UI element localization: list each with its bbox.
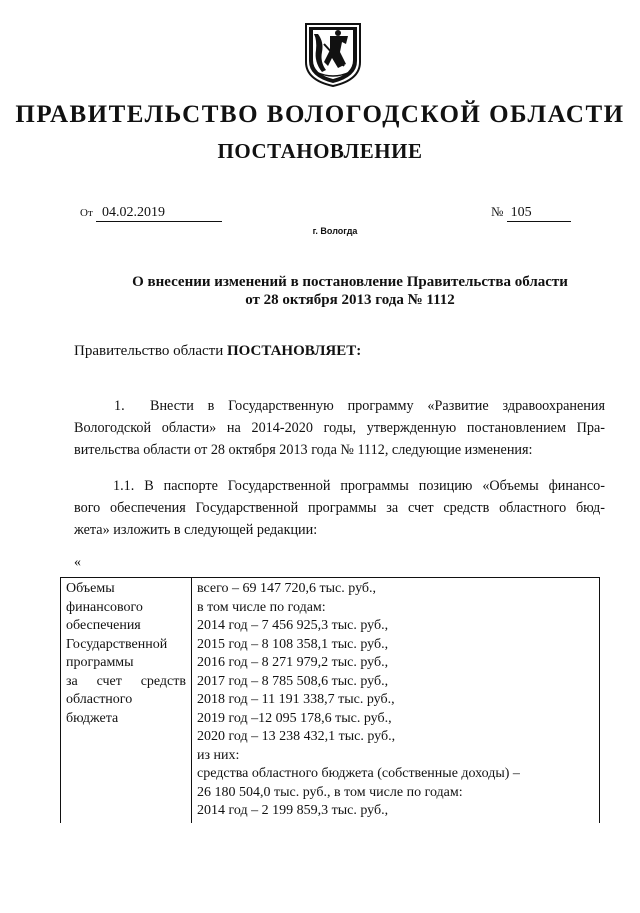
table-cell-position xyxy=(61,578,192,842)
table-cell-line: из них: xyxy=(197,747,240,763)
paragraph-1 xyxy=(74,395,605,461)
table-cell-line: областного xyxy=(66,692,133,707)
decree-title: ПОСТАНОВЛЕНИЕ xyxy=(217,139,423,163)
preamble-resolves: ПОСТАНОВЛЯЕТ: xyxy=(226,343,362,359)
table-row xyxy=(61,578,600,842)
table-cell-line: 2016 год – 8 271 979,2 тыс. руб., xyxy=(197,655,389,670)
decree-date-line xyxy=(80,204,222,222)
paragraph-line: вого обеспечения Государственной программы за счет средств областного бюд- xyxy=(74,500,605,516)
number-label: № xyxy=(491,204,504,219)
decree-number: 105 xyxy=(507,205,571,222)
table-cell-line: 2017 год – 8 785 508,6 тыс. руб., xyxy=(197,673,389,689)
table-cell-line: 2019 год –12 095 178,6 тыс. руб., xyxy=(197,710,392,726)
table-cell-line: средства областного бюджета (собственные доходы) – xyxy=(197,766,520,781)
paragraph-number: 1. xyxy=(114,398,125,414)
table-cell-line: за счет средств xyxy=(66,673,186,689)
paragraph-line: жета» изложить в следующей редакции: xyxy=(74,522,318,538)
paragraph-line: 1. Внести в Государственную программу «Развитие здравоохранения xyxy=(74,395,605,417)
financing-table xyxy=(60,577,600,842)
coat-of-arms-emblem xyxy=(302,22,364,88)
table-cell-line: 2014 год – 7 456 925,3 тыс. руб., xyxy=(197,618,389,633)
table-cell-line: 26 180 504,0 тыс. руб., в том числе по годам: xyxy=(197,784,463,800)
paragraph-line: вительства области от 28 октября 2013 года № 1112, следующие изменения: xyxy=(74,442,533,458)
subject-line: О внесении изменений в постановление Правительства области xyxy=(132,274,568,290)
page-cut-mask xyxy=(60,823,605,913)
table-cell-values xyxy=(192,578,600,842)
city-name: г. Вологда xyxy=(312,226,358,236)
paragraph-line: 1.1. В паспорте Государственной программы позицию «Объемы финансо- xyxy=(113,478,605,494)
table-cell-line: в том числе по годам: xyxy=(197,599,326,615)
decree-date: 04.02.2019 xyxy=(96,205,222,222)
paragraph-line: Вологодской области» на 2014-2020 годы, утвержденную постановлением Пра- xyxy=(74,420,605,436)
government-title: ПРАВИТЕЛЬСТВО ВОЛОГОДСКОЙ ОБЛАСТИ xyxy=(15,101,625,128)
table-cell-line: всего – 69 147 720,6 тыс. руб., xyxy=(197,581,377,596)
table-cell-line: Объемы xyxy=(66,581,115,596)
paragraph-1-1 xyxy=(74,475,605,541)
decree-subject xyxy=(90,273,610,309)
preamble-text: Правительство области xyxy=(74,343,227,359)
table-cell-line: 2018 год – 11 191 338,7 тыс. руб., xyxy=(197,692,395,707)
table-cell-line: 2020 год – 13 238 432,1 тыс. руб., xyxy=(197,729,396,744)
table-cell-line: обеспечения xyxy=(66,618,141,633)
table-cell-line: бюджета xyxy=(66,710,119,726)
table-cell-line: 2015 год – 8 108 358,1 тыс. руб., xyxy=(197,636,389,652)
decree-number-line xyxy=(491,204,571,222)
subject-line: от 28 октября 2013 года № 1112 xyxy=(245,292,455,308)
table-cell-line: 2014 год – 2 199 859,3 тыс. руб., xyxy=(197,803,389,818)
opening-quote: « xyxy=(74,555,81,570)
table-cell-line: финансового xyxy=(66,599,143,615)
table-cell-line: Государственной xyxy=(66,636,168,652)
preamble xyxy=(74,343,361,360)
date-label: От xyxy=(80,207,93,219)
table-cell-line: программы xyxy=(66,655,134,670)
